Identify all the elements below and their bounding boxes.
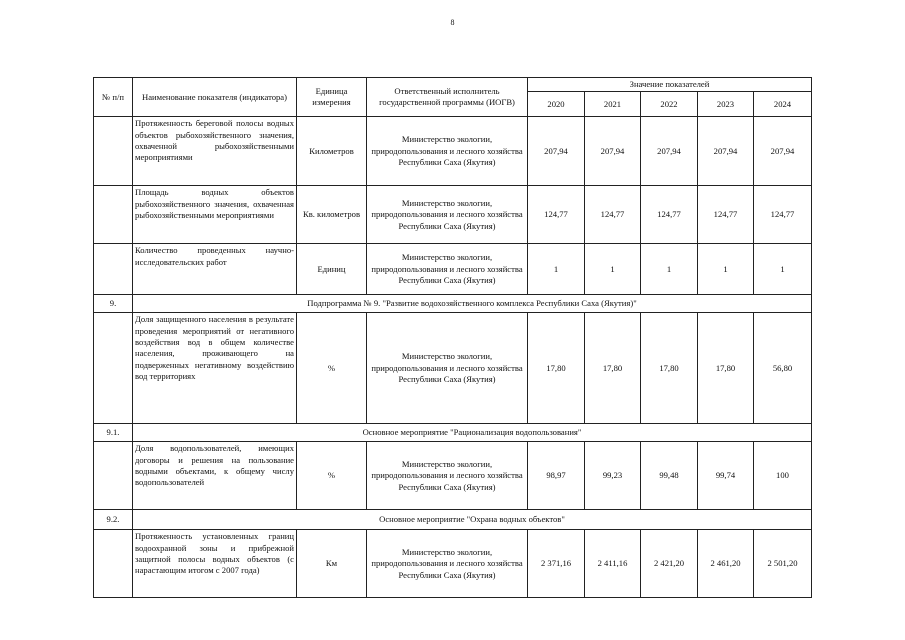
- value-cell: 124,77: [641, 186, 698, 244]
- row-num: [94, 313, 133, 424]
- value-cell: 99,74: [698, 442, 754, 510]
- row-num: [94, 244, 133, 295]
- header-name: Наименование показателя (индикатора): [133, 78, 297, 117]
- value-cell: 2 461,20: [698, 530, 754, 598]
- row-num: [94, 117, 133, 186]
- row-num: [94, 530, 133, 598]
- table-row: [94, 117, 812, 186]
- indicator-unit: Кв. километров: [297, 186, 367, 244]
- row-num: [94, 186, 133, 244]
- indicator-unit: Километров: [297, 117, 367, 186]
- section-row: [94, 424, 812, 442]
- section-title: Подпрограмма № 9. "Развитие водохозяйственного комплекса Республики Саха (Якутия)": [133, 295, 812, 313]
- value-cell: 1: [528, 244, 585, 295]
- value-cell: 17,80: [528, 313, 585, 424]
- value-cell: 124,77: [754, 186, 812, 244]
- section-num: 9.1.: [94, 424, 133, 442]
- indicator-unit: %: [297, 313, 367, 424]
- value-cell: 56,80: [754, 313, 812, 424]
- indicator-executor: Министерство экологии, природопользования и лесного хозяйства Республики Саха (Якутия): [367, 117, 528, 186]
- value-cell: 1: [641, 244, 698, 295]
- value-cell: 2 371,16: [528, 530, 585, 598]
- section-num: 9.: [94, 295, 133, 313]
- value-cell: 124,77: [698, 186, 754, 244]
- indicator-executor: Министерство экологии, природопользования и лесного хозяйства Республики Саха (Якутия): [367, 244, 528, 295]
- value-cell: 2 411,16: [585, 530, 641, 598]
- value-cell: 207,94: [528, 117, 585, 186]
- indicator-executor: Министерство экологии, природопользования и лесного хозяйства Республики Саха (Якутия): [367, 313, 528, 424]
- section-num: 9.2.: [94, 510, 133, 530]
- value-cell: 207,94: [585, 117, 641, 186]
- page-number: 8: [450, 18, 455, 27]
- table-row: [94, 530, 812, 598]
- row-num: [94, 442, 133, 510]
- table-row: [94, 442, 812, 510]
- indicator-executor: Министерство экологии, природопользования и лесного хозяйства Республики Саха (Якутия): [367, 442, 528, 510]
- value-cell: 100: [754, 442, 812, 510]
- value-cell: 1: [698, 244, 754, 295]
- indicator-unit: Единиц: [297, 244, 367, 295]
- indicator-name: Протяженность установленных границ водоохранной зоны и прибрежной защитной полосы водных объектов (с нарастающим итогом с 2007 года): [133, 530, 297, 598]
- value-cell: 2 421,20: [641, 530, 698, 598]
- section-title: Основное мероприятие "Охрана водных объектов": [133, 510, 812, 530]
- value-cell: 1: [754, 244, 812, 295]
- value-cell: 98,97: [528, 442, 585, 510]
- table-row: [94, 244, 812, 295]
- table-row: [94, 186, 812, 244]
- value-cell: 207,94: [641, 117, 698, 186]
- value-cell: 207,94: [754, 117, 812, 186]
- header-year: 2021: [585, 92, 641, 117]
- indicator-name: Доля защищенного населения в результате проведения мероприятий от негативного воздействия вод в общем количестве населения, проживающего на подверженных негативному воздействию вод территориях: [133, 313, 297, 424]
- value-cell: 124,77: [585, 186, 641, 244]
- value-cell: 17,80: [698, 313, 754, 424]
- header-year: 2020: [528, 92, 585, 117]
- header-num: № п/п: [94, 78, 133, 117]
- indicator-unit: %: [297, 442, 367, 510]
- value-cell: 2 501,20: [754, 530, 812, 598]
- value-cell: 17,80: [641, 313, 698, 424]
- header-year: 2023: [698, 92, 754, 117]
- header-year: 2024: [754, 92, 812, 117]
- indicator-name: Доля водопользователей, имеющих договоры и решения на пользование водными объектами, к общему числу водопользователей: [133, 442, 297, 510]
- value-cell: 124,77: [528, 186, 585, 244]
- value-cell: 99,23: [585, 442, 641, 510]
- value-cell: 17,80: [585, 313, 641, 424]
- value-cell: 99,48: [641, 442, 698, 510]
- section-row: [94, 510, 812, 530]
- section-row: [94, 295, 812, 313]
- indicator-name: Протяженность береговой полосы водных объектов рыбохозяйственного значения, охваченной рыбохозяйственными мероприятиями: [133, 117, 297, 186]
- indicator-unit: Км: [297, 530, 367, 598]
- value-cell: 1: [585, 244, 641, 295]
- header-executor: Ответственный исполнитель государственной программы (ИОГВ): [367, 78, 528, 117]
- header-unit: Единица измерения: [297, 78, 367, 117]
- indicator-name: Площадь водных объектов рыбохозяйственного значения, охваченная рыбохозяйственными мероприятиями: [133, 186, 297, 244]
- indicator-executor: Министерство экологии, природопользования и лесного хозяйства Республики Саха (Якутия): [367, 186, 528, 244]
- value-cell: 207,94: [698, 117, 754, 186]
- indicator-executor: Министерство экологии, природопользования и лесного хозяйства Республики Саха (Якутия): [367, 530, 528, 598]
- section-title: Основное мероприятие "Рационализация водопользования": [133, 424, 812, 442]
- header-year: 2022: [641, 92, 698, 117]
- table-row: [94, 313, 812, 424]
- indicator-name: Количество проведенных научно-исследовательских работ: [133, 244, 297, 295]
- header-values: Значение показателей: [528, 78, 812, 92]
- indicators-table: [93, 77, 812, 598]
